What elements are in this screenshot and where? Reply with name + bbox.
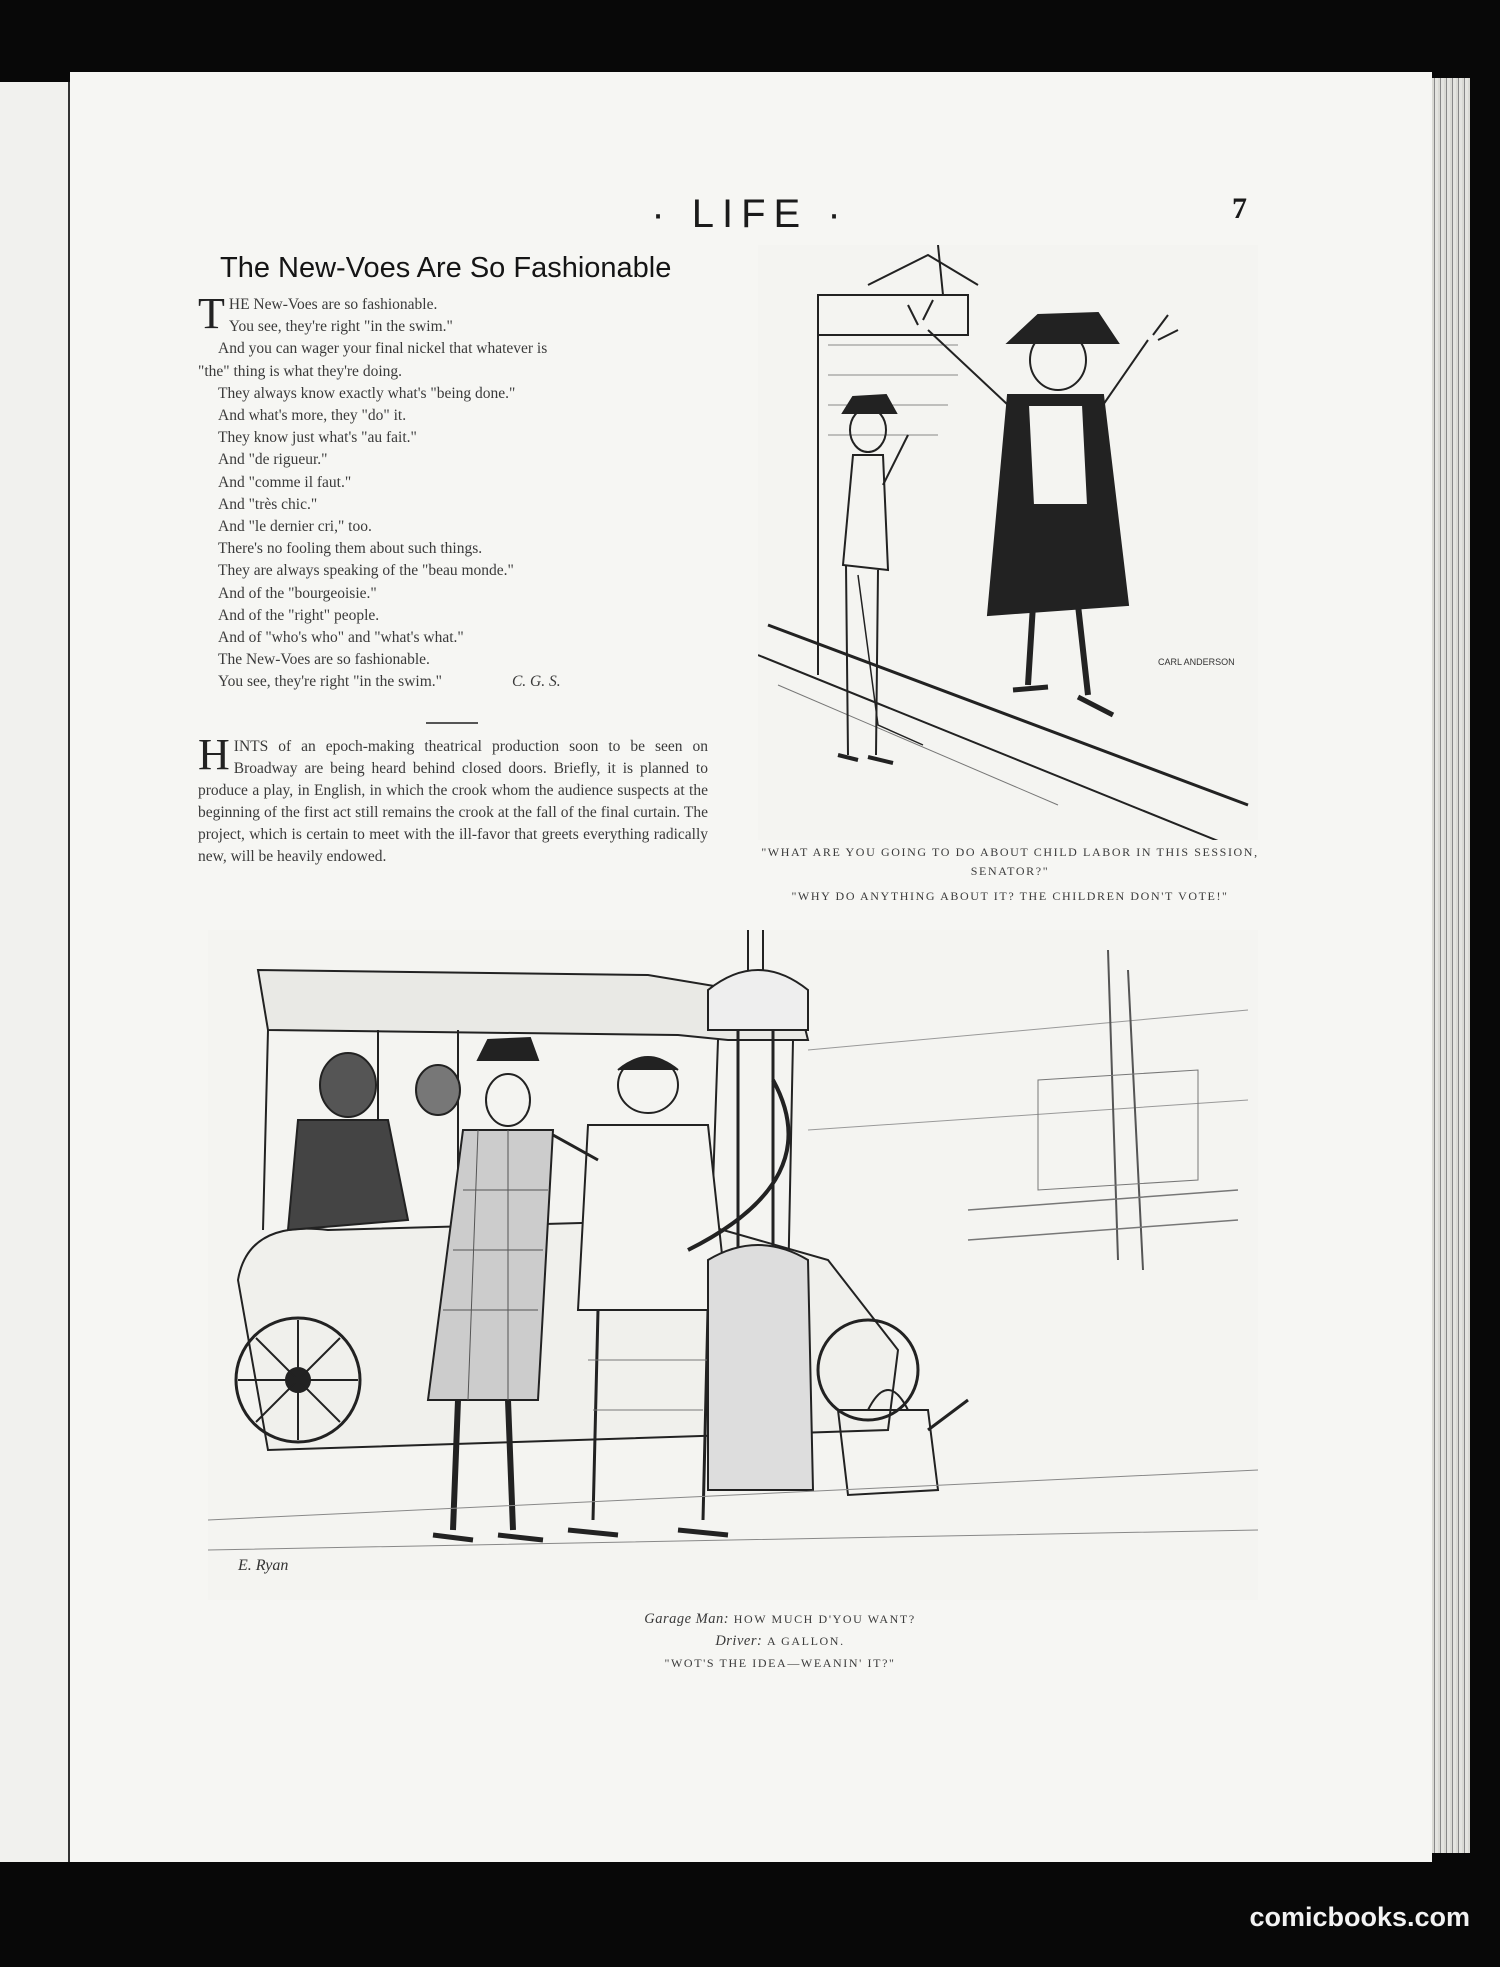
poem-last-line: You see, they're right "in the swim." C. G. S. <box>218 673 561 691</box>
poem-line: And "très chic." <box>218 495 318 513</box>
poem-line: You see, they're right "in the swim." <box>228 318 453 336</box>
poem-line: They know just what's "au fait." <box>218 429 417 447</box>
watermark: comicbooks.com <box>1249 1902 1470 1932</box>
caption-line-1 <box>500 1608 1060 1630</box>
cartoon2-signature: E. Ryan <box>238 1557 289 1574</box>
poem-line: They always know exactly what's "being done." <box>218 384 516 402</box>
senator-cartoon <box>758 245 1258 840</box>
cartoon1-signature: CARL ANDERSON <box>1158 657 1235 667</box>
facing-page-edge <box>0 82 70 1862</box>
hints-paragraph <box>198 730 708 868</box>
page-stack-edge <box>1432 78 1470 1853</box>
speaker-driver: Driver: <box>715 1633 763 1649</box>
poem-dropcap: T <box>198 289 225 338</box>
caption-question: "WHAT ARE YOU GOING TO DO ABOUT CHILD LABOR IN THIS SESSION, SENATOR?" <box>761 845 1259 878</box>
poem-line: And of the "bourgeoisie." <box>218 584 377 602</box>
poem-title: The New-Voes Are So Fashionable <box>220 252 672 284</box>
garage-cartoon-caption <box>500 1608 1060 1674</box>
poem-line: There's no fooling them about such things. <box>218 540 483 558</box>
page-number: 7 <box>1232 192 1247 225</box>
poem-line: And you can wager your final nickel that whatever is <box>218 340 548 358</box>
caption-line-3: "WOT'S THE IDEA—WEANIN' IT?" <box>664 1656 896 1670</box>
senator-cartoon-drawing <box>758 245 1258 840</box>
poem-first-line: THE New-Voes are so fashionable. <box>198 289 438 338</box>
poem-line: And "de rigueur." <box>218 451 328 469</box>
poem-line: And "comme il faut." <box>218 473 352 491</box>
section-divider <box>426 722 478 724</box>
poem-body <box>198 289 698 694</box>
poem-line: They are always speaking of the "beau monde." <box>218 562 514 580</box>
line-garage-man: HOW MUCH D'YOU WANT? <box>733 1612 916 1626</box>
hints-dropcap: H <box>198 730 230 779</box>
poem-line: "the" thing is what they're doing. <box>198 362 402 380</box>
senator-cartoon-caption <box>740 843 1280 906</box>
line-driver: A GALLON. <box>766 1634 845 1648</box>
garage-cartoon <box>208 930 1258 1600</box>
poem-line: And of the "right" people. <box>218 606 380 624</box>
caption-reply: "WHY DO ANYTHING ABOUT IT? THE CHILDREN DON'T VOTE!" <box>791 889 1229 903</box>
poem-line: And what's more, they "do" it. <box>218 407 407 425</box>
garage-cartoon-drawing <box>208 930 1258 1600</box>
magazine-title: · LIFE · <box>651 192 849 236</box>
caption-line-2 <box>500 1630 1060 1652</box>
poem-signoff: C. G. S. <box>511 673 561 691</box>
poem-line: And of "who's who" and "what's what." <box>218 629 464 647</box>
speaker-garage-man: Garage Man: <box>644 1611 730 1627</box>
hints-text: INTS of an epoch-making theatrical production soon to be seen on Broadway are being heard behind closed doors. Briefly, it is planned to produce a play, in English, in which the crook whom the audience suspects at the beginning of the first act still remains the crook at the fall of the final curtain. The project, which is certain to meet with the ill-favor that greets everything radically new, will be heavily endowed. <box>198 738 708 865</box>
poem-line: The New-Voes are so fashionable. <box>218 651 430 669</box>
poem-line: And "le dernier cri," too. <box>218 518 372 536</box>
